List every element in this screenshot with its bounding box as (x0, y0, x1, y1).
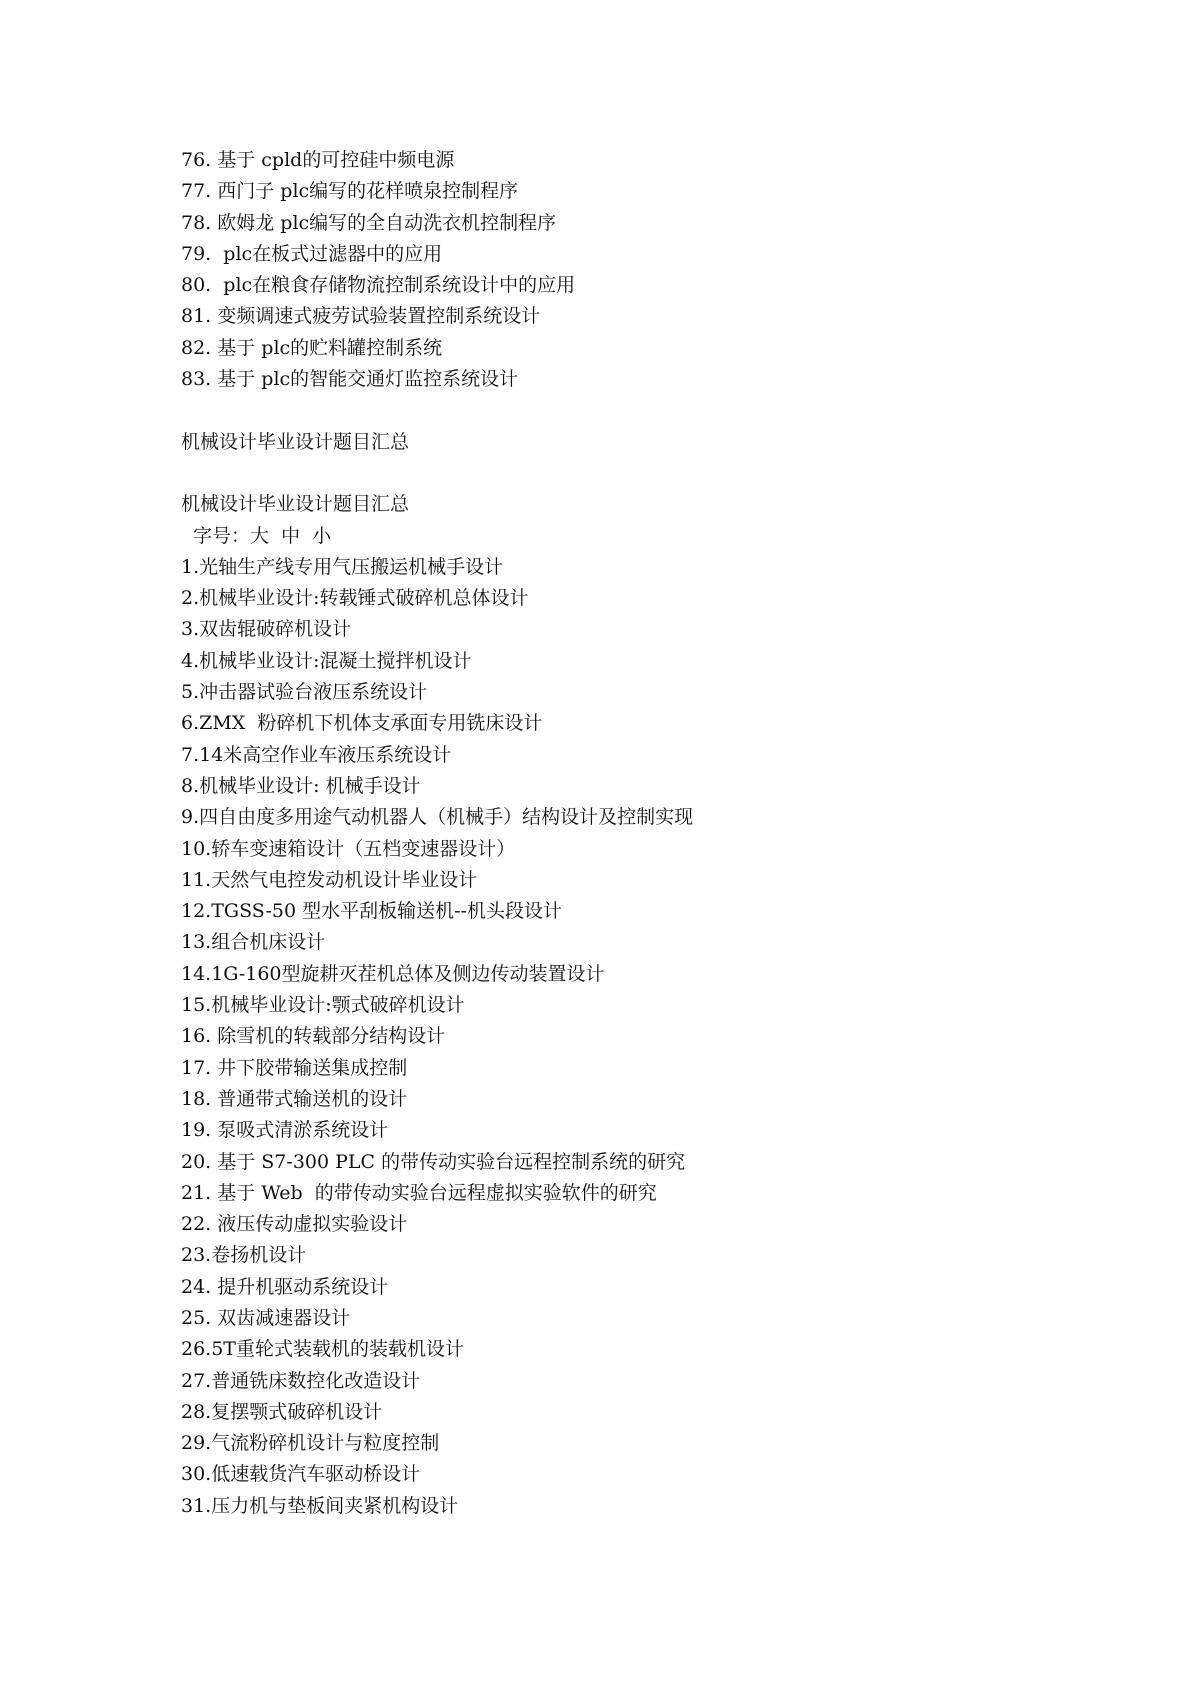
list-item: 30.低速载货汽车驱动桥设计 (181, 1463, 421, 1486)
list-item: 13.组合机床设计 (181, 931, 326, 954)
list-item: 17. 井下胶带输送集成控制 (181, 1056, 408, 1079)
document-body (181, 145, 1081, 1522)
list-item: 3.双齿辊破碎机设计 (181, 618, 352, 641)
list-item: 79. plc在板式过滤器中的应用 (181, 242, 443, 265)
list-item: 8.机械毕业设计: 机械手设计 (181, 774, 421, 797)
list-item: 16. 除雪机的转载部分结构设计 (181, 1025, 446, 1048)
list-item: 24. 提升机驱动系统设计 (181, 1275, 389, 1298)
list-item: 31.压力机与垫板间夹紧机构设计 (181, 1494, 459, 1517)
list-item: 5.冲击器试验台液压系统设计 (181, 681, 428, 704)
list-item: 76. 基于 cpld的可控硅中频电源 (181, 149, 455, 171)
list-item: 25. 双齿减速器设计 (181, 1306, 351, 1329)
spacer (181, 395, 1081, 426)
list-item: 18. 普通带式输送机的设计 (181, 1087, 408, 1110)
list-item: 29.气流粉碎机设计与粒度控制 (181, 1432, 440, 1455)
list-item: 6.ZMX 粉碎机下机体支承面专用铣床设计 (181, 712, 543, 735)
list-item: 77. 西门子 plc编写的花样喷泉控制程序 (181, 180, 519, 203)
list-item: 82. 基于 plc的贮料罐控制系统 (181, 336, 443, 359)
list-item: 15.机械毕业设计:颚式破碎机设计 (181, 994, 465, 1017)
list-item: 14.1G-160型旋耕灭茬机总体及侧边传动装置设计 (181, 962, 605, 985)
list-item: 27.普通铣床数控化改造设计 (181, 1369, 421, 1392)
list-item: 23.卷扬机设计 (181, 1244, 307, 1267)
list-item: 78. 欧姆龙 plc编写的全自动洗衣机控制程序 (181, 211, 557, 234)
section-heading: 机械设计毕业设计题目汇总 (181, 430, 410, 453)
list-item: 1.光轴生产线专用气压搬运机械手设计 (181, 555, 504, 578)
list-item: 83. 基于 plc的智能交通灯监控系统设计 (181, 368, 519, 391)
list-item: 26.5T重轮式装载机的装载机设计 (181, 1338, 464, 1361)
list-item: 19. 泵吸式清淤系统设计 (181, 1119, 389, 1142)
plc-topic-list (181, 145, 1081, 395)
list-item: 80. plc在粮食存储物流控制系统设计中的应用 (181, 274, 576, 297)
list-item: 81. 变频调速式疲劳试验装置控制系统设计 (181, 305, 541, 328)
spacer (181, 458, 1081, 489)
mechanical-topic-list (181, 552, 1081, 1522)
list-item: 7.14米高空作业车液压系统设计 (181, 743, 452, 766)
list-item: 11.天然气电控发动机设计毕业设计 (181, 868, 478, 891)
list-item: 28.复摆颚式破碎机设计 (181, 1400, 383, 1423)
list-item: 12.TGSS-50 型水平刮板输送机--机头段设计 (181, 900, 562, 923)
list-item: 4.机械毕业设计:混凝土搅拌机设计 (181, 649, 472, 672)
list-item: 2.机械毕业设计:转载锤式破碎机总体设计 (181, 587, 529, 610)
list-item: 9.四自由度多用途气动机器人（机械手）结构设计及控制实现 (181, 806, 694, 829)
section-title: 机械设计毕业设计题目汇总 (181, 493, 410, 516)
font-size-options: 字号：大 中 小 (193, 524, 332, 547)
list-item: 10.轿车变速箱设计（五档变速器设计） (181, 837, 516, 860)
list-item: 21. 基于 Web 的带传动实验台远程虚拟实验软件的研究 (181, 1181, 657, 1204)
list-item: 20. 基于 S7-300 PLC 的带传动实验台远程控制系统的研究 (181, 1150, 686, 1173)
list-item: 22. 液压传动虚拟实验设计 (181, 1213, 408, 1236)
